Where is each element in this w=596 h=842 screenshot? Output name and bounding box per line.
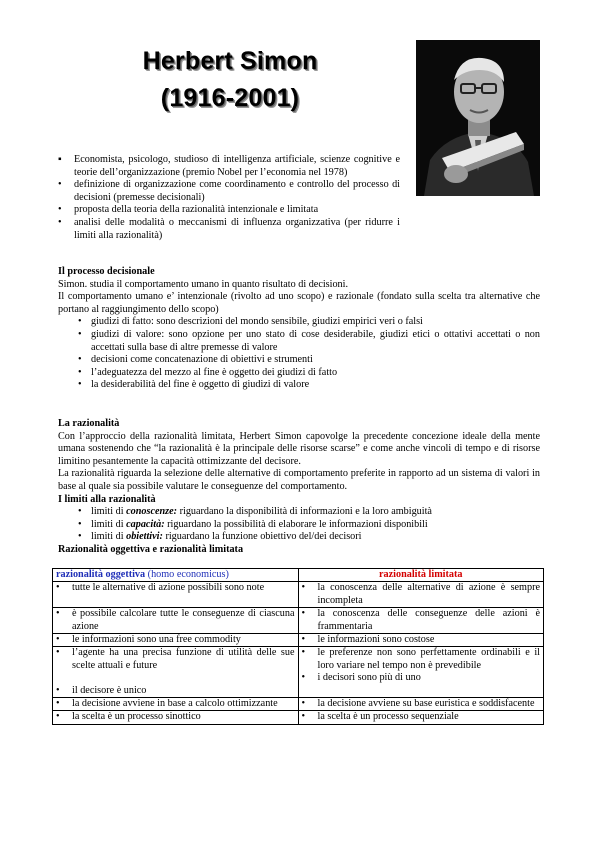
right-cell <box>298 711 544 724</box>
list-item: • limiti di conoscenze: riguardano la disponibilità di informazioni e la loro ambiguità <box>78 506 432 518</box>
title-years: (1916-2001) <box>160 84 300 112</box>
cell-item: • la decisione avviene in base a calcolo ottimizzante <box>56 698 278 710</box>
cell-item: • le informazioni sono costose <box>301 634 435 646</box>
cell-item: • il decisore è unico <box>56 684 147 696</box>
cell-item: • l’agente ha una precisa funzione di utilità delle sue scelte attuali e future <box>56 647 295 671</box>
table-row <box>53 608 544 634</box>
table-row <box>53 698 544 711</box>
section-processo-decisionale <box>58 266 540 392</box>
cell-item: • la decisione avviene su base euristica e soddisfacente <box>301 698 535 710</box>
intro-list <box>58 154 400 242</box>
list-item: • l’adeguatezza del mezzo al fine è oggetto dei giudizi di fatto <box>78 366 338 378</box>
table-row <box>53 634 544 647</box>
header-razionalita-limitata: razionalità limitata <box>298 569 544 582</box>
table-row <box>53 582 544 608</box>
bullet-list <box>58 316 540 392</box>
cell-item: • la conoscenza delle conseguenze delle azioni è frammentaria <box>301 608 540 632</box>
section-heading: La razionalità <box>58 418 120 429</box>
left-cell <box>53 698 299 711</box>
cell-item: • la scelta è un processo sequenziale <box>301 711 459 723</box>
left-cell <box>53 711 299 724</box>
left-cell <box>53 647 299 698</box>
table-row <box>53 647 544 698</box>
intro-item: • proposta della teoria della razionalità intenzionale e limitata <box>58 204 319 216</box>
title-name: Herbert Simon <box>142 47 318 75</box>
cell-item: • i decisori sono più di uno <box>301 672 421 684</box>
section-heading: Razionalità oggettiva e razionalità limitata <box>58 543 244 555</box>
table-row <box>53 711 544 724</box>
list-item: • giudizi di fatto: sono descrizioni del mondo sensibile, giudizi empirici veri o falsi <box>78 316 423 328</box>
right-cell <box>298 698 544 711</box>
paragraph: Simon. studia il comportamento umano in quanto risultato di decisioni. <box>58 278 349 290</box>
section-razionalita <box>58 418 540 557</box>
right-cell <box>298 647 544 698</box>
cell-item: • le informazioni sono una free commodity <box>56 634 241 646</box>
intro-item: • definizione di organizzazione come coordinamento e controllo del processo di decisioni (premesse decisionali) <box>58 179 400 203</box>
right-cell <box>298 634 544 647</box>
section-heading: I limiti alla razionalità <box>58 493 156 505</box>
list-item: • la desiderabilità del fine è oggetto di giudizi di valore <box>78 379 310 391</box>
list-item: • giudizi di valore: sono opzione per uno stato di cose desiderabile, giudizi etici o ottativi accettati o non accettati sulla base di altre premesse di valore <box>78 328 540 353</box>
paragraph: La razionalità riguarda la selezione delle alternative di comportamento preferite in rapporto ad un sistema di valori in base al quale sia possibile valutare le conseguenze del comportamento. <box>58 468 540 492</box>
header-razionalita-oggettiva: razionalità oggettiva (homo economicus) <box>53 569 299 582</box>
left-cell <box>53 634 299 647</box>
list-item: • limiti di capacità: riguardano la possibilità di elaborare le informazioni disponibili <box>78 518 428 530</box>
left-cell <box>53 608 299 634</box>
cell-item: • la conoscenza delle alternative di azione è sempre incompleta <box>301 582 540 606</box>
portrait-photo <box>416 40 540 196</box>
section-heading: Il processo decisionale <box>58 266 155 277</box>
table-header-row <box>53 569 544 582</box>
intro-item: ▪ Economista, psicologo, studioso di intelligenza artificiale, scienze cognitive e teorie dell’organizzazione (premio Nobel per l’economia nel 1978) <box>58 154 400 178</box>
list-item: • decisioni come concatenazione di obiettivi e strumenti <box>78 354 313 366</box>
paragraph: Il comportamento umano e’ intenzionale (rivolto ad uno scopo) e razionale (fondato sulla scelta tra alternative che portano al raggiungimento dello scopo) <box>58 291 540 315</box>
cell-item: • la scelta è un processo sinottico <box>56 711 201 723</box>
comparison-table <box>52 568 544 725</box>
right-cell <box>298 608 544 634</box>
cell-item: • è possibile calcolare tutte le conseguenze di ciascuna azione <box>56 608 295 632</box>
left-cell <box>53 582 299 608</box>
list-item: • limiti di obiettivi: riguardano la funzione obiettivo del/dei decisori <box>78 531 362 543</box>
cell-item: • tutte le alternative di azione possibili sono note <box>56 582 265 594</box>
limits-list <box>58 506 540 544</box>
paragraph: Con l’approccio della razionalità limitata, Herbert Simon capovolge la precedente concezione ideale della mente umana sostenendo che “la razionalità è la principale delle risorse scarse” e come anche vincoli di tempo e di risorse limitino pesantemente la capacità ottimizzante del decisore. <box>58 430 540 467</box>
cell-item: • le preferenze non sono perfettamente ordinabili e il loro variare nel tempo non è prevedibile <box>301 647 540 671</box>
intro-item: • analisi delle modalità o meccanismi di influenza organizzativa (per ridurre i limiti alla razionalità) <box>58 216 400 241</box>
right-cell <box>298 582 544 608</box>
